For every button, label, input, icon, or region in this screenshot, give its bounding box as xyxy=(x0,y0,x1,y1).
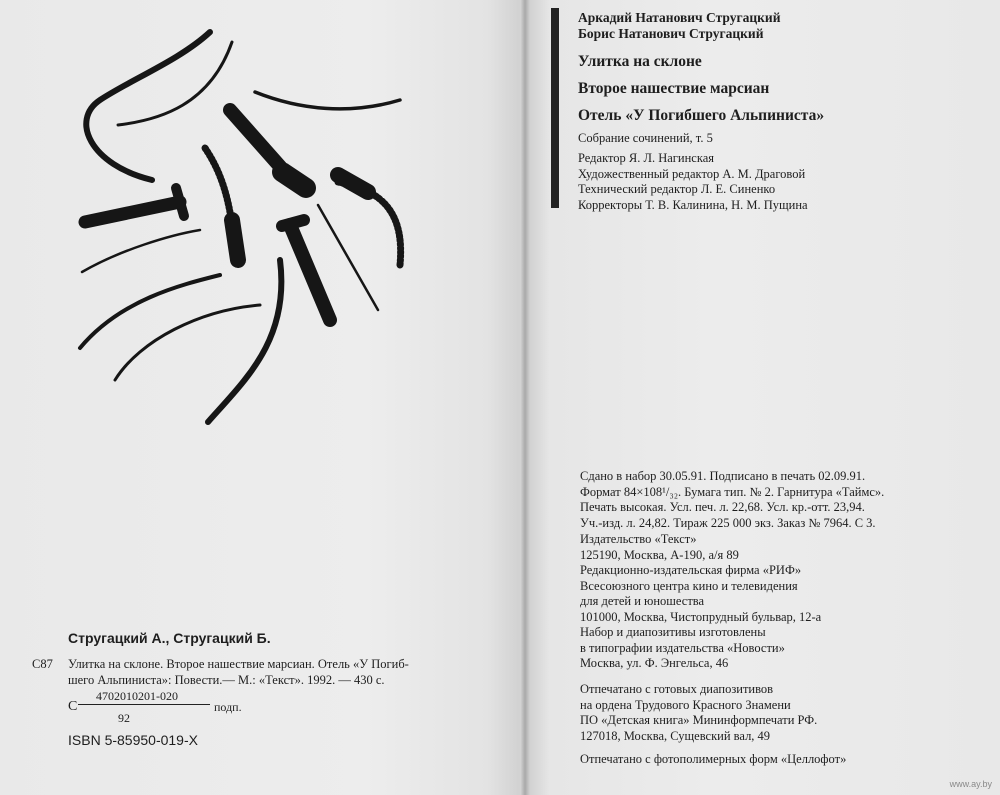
imprint-line: ПО «Детская книга» Мининформпечати РФ. xyxy=(580,713,818,727)
book-gutter xyxy=(520,0,530,795)
card-formula-numerator: 4702010201-020 xyxy=(96,689,178,703)
imprint-line: Сдано в набор 30.05.91. Подписано в печать 02.09.91. xyxy=(580,469,866,483)
imprint-line: Формат 84×108¹/₃₂. Бумага тип. № 2. Гарнитура «Таймс». xyxy=(580,484,885,499)
nails-illustration xyxy=(60,20,430,440)
card-classification-code: С87 xyxy=(32,657,53,671)
editor-line: Корректоры Т. В. Калинина, Н. М. Пущина xyxy=(578,197,808,212)
editor-line: Редактор Я. Л. Нагинская xyxy=(578,151,715,165)
closing-line: Отпечатано с фотополимерных форм «Целлофот» xyxy=(580,752,847,766)
collection-volume: Собрание сочинений, т. 5 xyxy=(578,131,713,145)
thin-nail-1 xyxy=(255,92,400,109)
imprint-line: 125190, Москва, А-190, а/я 89 xyxy=(580,547,739,562)
work-title-1: Улитка на склоне xyxy=(578,53,702,70)
imprint-line: 127018, Москва, Сущевский вал, 49 xyxy=(580,728,771,743)
bent-nail-6 xyxy=(208,260,281,422)
author-2: Борис Натанович Стругацкий xyxy=(578,26,764,41)
print-data-block xyxy=(580,469,884,531)
card-description xyxy=(68,656,488,688)
card-formula-denominator: 92 xyxy=(118,711,130,725)
editor-line: Технический редактор Л. Е. Синенко xyxy=(578,182,776,196)
bent-nail-4 xyxy=(80,275,220,348)
publisher-block xyxy=(580,532,821,625)
imprint-line: Издательство «Текст» xyxy=(580,532,697,546)
imprint-line: на ордена Трудового Красного Знамени xyxy=(580,697,791,712)
imprint-line: для детей и юношества xyxy=(580,594,705,608)
editor-line: Художественный редактор А. М. Драговой xyxy=(578,166,806,181)
card-description-line: Улитка на склоне. Второе нашествие марсиан. Отель «У Погиб- xyxy=(68,657,409,671)
thin-nail-2 xyxy=(318,205,378,310)
imprint-line: Всесоюзного центра кино и телевидения xyxy=(580,578,798,593)
bent-nail-5 xyxy=(115,305,260,380)
card-formula-letter: С xyxy=(68,699,78,714)
watermark: www.ay.by xyxy=(949,779,992,789)
imprint-line: Редакционно-издательская фирма «РИФ» xyxy=(580,563,802,577)
work-title-3: Отель «У Погибшего Альпиниста» xyxy=(578,107,825,124)
title-bar-rule xyxy=(551,8,559,208)
spring-2-body xyxy=(338,175,368,192)
imprint-line: Уч.-изд. л. 24,82. Тираж 225 000 экз. Заказ № 7964. С 3. xyxy=(580,515,876,530)
typesetting-block xyxy=(580,625,785,672)
imprint-line: Печать высокая. Усл. печ. л. 22,68. Усл. кр.-отт. 23,94. xyxy=(580,500,865,514)
author-1: Аркадий Натанович Стругацкий xyxy=(578,10,781,25)
card-authors: Стругацкий А., Стругацкий Б. xyxy=(68,630,271,646)
screw-3 xyxy=(290,225,330,320)
card-formula-suffix: подп. xyxy=(214,700,242,714)
printing-block xyxy=(580,682,817,744)
imprint-line: Отпечатано с готовых диапозитивов xyxy=(580,682,774,696)
screw-head-3 xyxy=(282,220,304,226)
bent-nail-3 xyxy=(82,230,200,272)
screw-head-1 xyxy=(282,172,306,188)
imprint-line: Набор и диапозитивы изготовлены xyxy=(580,625,766,639)
card-fraction-line xyxy=(78,704,210,705)
imprint-line: Москва, ул. Ф. Энгельса, 46 xyxy=(580,656,729,670)
spring-1-body xyxy=(232,220,238,260)
editors-block xyxy=(578,151,808,213)
card-description-line: шего Альпиниста»: Повести.— М.: «Текст». 1992. — 430 с. xyxy=(68,673,385,687)
screw-2 xyxy=(85,202,180,222)
imprint-line: 101000, Москва, Чистопрудный бульвар, 12-а xyxy=(580,609,822,624)
work-title-2: Второе нашествие марсиан xyxy=(578,80,770,97)
imprint-line: в типографии издательства «Новости» xyxy=(580,640,785,655)
isbn: ISBN 5-85950-019-X xyxy=(68,732,198,748)
bent-nail-1 xyxy=(86,32,210,180)
screw-head-2 xyxy=(176,188,184,216)
